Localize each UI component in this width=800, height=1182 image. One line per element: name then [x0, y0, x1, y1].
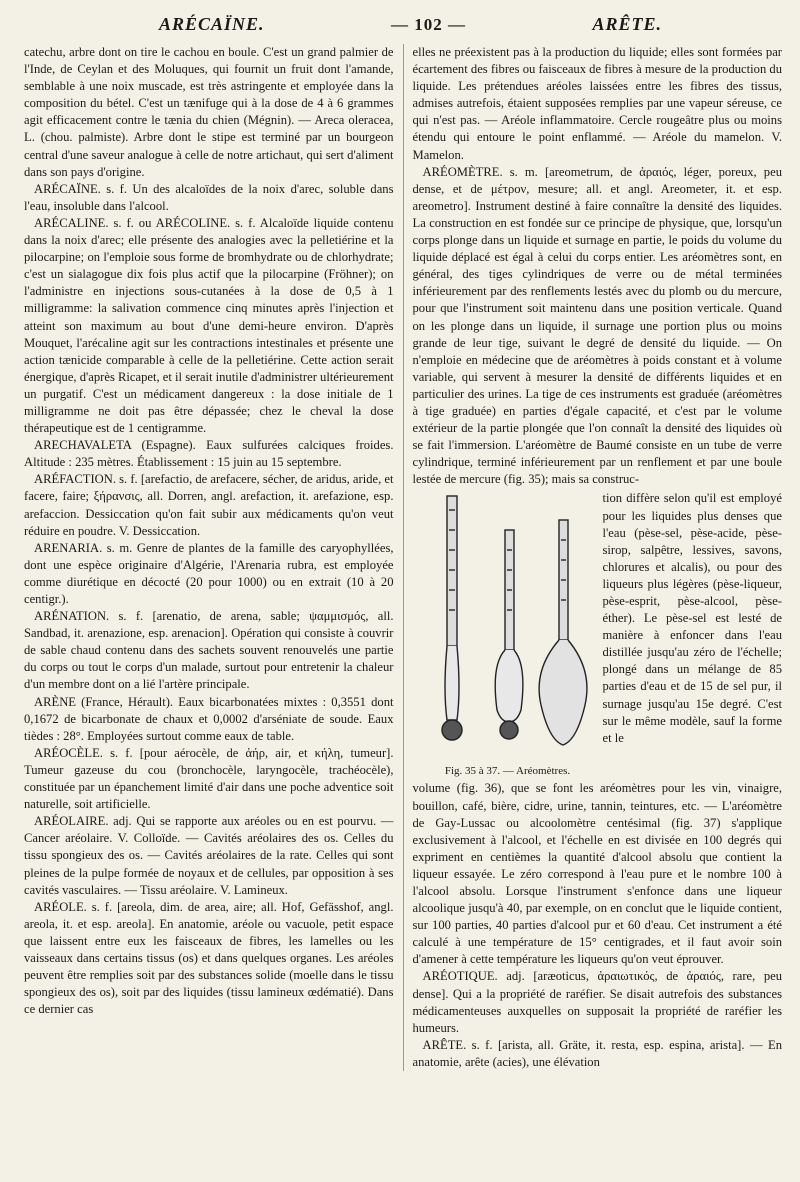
entry-arecaine: ARÉCAÏNE. s. f. Un des alcaloïdes de la noix d'arec, soluble dans l'eau, insoluble dans l'alcool.: [24, 181, 394, 213]
entry-areocele: ARÉOCÈLE. s. f. [pour aérocèle, de ἀήρ, air, et κήλη, tumeur]. Tumeur gazeuse du cou (bronchocèle, laryngocèle, trachéocèle), constituée par un épanchement limité d'air dans une poche adventice soit naturelle, soit artificielle.: [24, 745, 394, 812]
figure-block: [413, 490, 783, 780]
entry-areca-continued: catechu, arbre dont on tire le cachou en boule. C'est un grand palmier de l'Inde, de Ceylan et des Moluques, qui fournit un fruit dont l'amande, semblable à une noix muscade, est très astringente et employée dans la composition du bétel. C'est un tænifuge qui à la dose de 4 à 6 grammes agit efficacement contre le tænia du chien (Mégnin). — Areca oleracea, L. (chou. palmiste). Arbre dont le stipe est terminé par un bourgeon central d'une saveur analogue à celle de notre artichaut, qui sert d'aliment dans son pays d'origine.: [24, 45, 394, 179]
entry-areolaire: ARÉOLAIRE. adj. Qui se rapporte aux aréoles ou en est pourvu. — Cancer aréolaire. V. Colloïde. — Cavités aréolaires des os. Celles du tissu spongieux des os. — Cavités aréolaires de la rate. Celles qui sont pleines de la pulpe formée de noyaux et de cellules, par opposition à ses cavités vasculaires. — Tissu aréolaire. V. Lamineux.: [24, 814, 394, 897]
areometer-fig-37: [539, 520, 587, 745]
entry-arefaction: ARÉFACTION. s. f. [arefactio, de arefacere, sécher, de aridus, aride, et facere, faire; ξήρανσις, all. Dorren, angl. arefaction, it. arefazione, esp. arefaccion. Dessiccation qu'on fait subir aux médicaments qu'on veut réduire en poudre. V. Dessiccation.: [24, 472, 394, 538]
header-left-word: ARÉCAÏNE.: [159, 14, 265, 34]
entry-areole-continued: elles ne préexistent pas à la production du liquide; elles sont formées par écartement des fibres ou faisceaux de fibres à mesure de la production du liquide. Les prétendues aréoles laissées entre les fibres des tissus, admises autrefois, étaient supposées remplies par une vapeur séreuse, ce qui n'est pas. — Aréole inflammatoire. Cercle rougeâtre plus ou moins étendu qui entoure le point enflammé. — Aréole du mamelon. V. Mamelon.: [412, 45, 782, 162]
areometer-fig-35: [442, 496, 462, 740]
entry-areole: ARÉOLE. s. f. [areola, dim. de area, aire; all. Hof, Gefässhof, angl. areola, it. et esp. areola]. En anatomie, aréole ou vacuole, petit espace que laissent entre eux les faisceaux de fibres, les lamelles ou les vaisseaux dans certains tissus (os) et dans quelques organes. Les aréoles peuvent être remplies soit par des substances solide (moelle dans le tissu spongieux des os), soit par des liquides (tissu lamineux œdématié). Dans ce dernier cas: [24, 899, 394, 1017]
entry-areometre-continued: volume (fig. 36), que se font les aréomètres pour les vin, vinaigre, bouillon, café, bière, cidre, urine, tannin, teintures, etc. — L'aréomètre de Gay-Lussac ou alcoolomètre centésimal (fig. 37) s'applique exclusivement à l'alcool, et l'échelle en est divisée en 100 degrés qui expriment en centièmes la quantité d'alcool absolu que contient la liqueur essayée. Le zéro correspond à l'eau pure et le nombre 100 à l'alcool absolu. Lorsque l'instrument s'enfonce dans une liqueur alcoolique jusqu'à 40, par exemple, on en conclut que le liquide contient, sur 100 parties, 40 parties d'alcool pur et 60 d'eau. Cet instrument a été calculé à une température de 15° centigrades, et il faut avoir soin d'amener à cette température les liqueurs qu'on veut éprouver.: [412, 781, 782, 967]
entry-arenation: ARÉNATION. s. f. [arenatio, de arena, sable; ψαμμισμός, all. Sandbad, it. arenazione, esp. arenacion]. Opération qui consiste à couvrir de sable chaud contenu dans des sachets souvent renouvelés une partie du corps ou tout le corps d'un malade, surtout pour entretenir la chaleur d'un membre dont on a lié l'artère principale.: [24, 609, 394, 692]
entry-areotique: ARÉOTIQUE. adj. [aræoticus, ἀραιωτικός, de ἀραιός, rare, peu dense]. Qui a la propriété de raréfier. Se disait autrefois des substances médicamenteuses auxquelles on supposait la propriété de raréfier les humeurs.: [412, 969, 782, 1035]
entry-areometre: ARÉOMÈTRE. s. m. [areometrum, de ἀραιός, léger, poreux, peu dense, et de μέτρον, mesure; all. et angl. Areometer, it. et esp. areometro]. Instrument destiné à faire connaître la densité des liquides. La construction en est fondée sur ce principe de physique, que, lorsqu'un corps plonge dans un liquide et surnage en partie, le poids du volume du liquide déplacé est égal à celui du corps entier. Les aréomètres sont, en général, des tiges cylindriques de verre ou de métal terminées inférieurement par des renflements lestés avec du plomb ou du mercure, pour que l'instrument soit maintenu dans une position verticale. Quand on les plonge dans un liquide, il surnage une portion plus ou moins grande de leur tige, suivant le degré de densité du liquide. — On n'emploie en médecine que de aréomètres à poids constant et à volume variable, qui servent à mesurer la densité de différents liquides et en particulier des urines. La tige de ces instruments est graduée (aréomètres à tige graduée) en parties d'égale capacité, et c'est par le volume extérieur de la partie plongée que l'on connaît la densité des liquides où se fait l'immersion. L'aréomètre de Baumé consiste en un tube de verre cylindrique, terminé inférieurement par un renflement et par une boule lestée de mercure (fig. 35); mais sa construc-: [412, 164, 782, 487]
running-head: [24, 14, 782, 44]
entry-arenaria: ARENARIA. s. m. Genre de plantes de la famille des caryophyllées, dont une espèce originaire d'Algérie, l'Arenaria rubra, est employée comme diurétique en décocté (20 pour 1000) ou en extrait (10 à 20 centigr.).: [24, 540, 394, 606]
entry-arene: ARÈNE (France, Hérault). Eaux bicarbonatées mixtes : 0,3551 dont 0,1672 de bicarbonate de chaux et 0,0002 d'arséniate de soude. Eaux tièdes : 28°. Employées surtout comme eaux de table.: [24, 694, 394, 743]
entry-arecaline: ARÉCALINE. s. f. ou ARÉCOLINE. s. f. Alcaloïde liquide contenu dans la noix d'arec; elle présente des analogies avec la pelletiérine et la pilocarpine; on l'emploie sous forme de bromhydrate ou de chlorhydrate; c'est un sialagogue dix fois plus actif que la pilocarpine (Fröhner); on l'administre en injections sous-cutanées à la dose de 0,5 à 1 milligramme: la salivation commence cinq minutes après l'injection et atteint son maximum au bout d'une demi-heure environ. D'après Mouquet, l'arécaline agit sur les contractions intestinales et présente une action tænicide comparable à celle de la pelletiérine. Cette action serait énergique, d'après Ricapet, et il serait inutile d'administrer ultérieurement un purgatif. C'est un médicament dangereux : la dose initiale de 1 milligramme ne doit pas être dépassée; chez le cheval la dose thérapeutique est de 1 centigramme.: [24, 215, 394, 436]
areometer-fig-36: [495, 530, 523, 739]
header-right-word: ARÊTE.: [592, 14, 662, 34]
page-number: — 102 —: [391, 15, 466, 34]
entry-arechavaleta: ARECHAVALETA (Espagne). Eaux sulfurées calciques froides. Altitude : 235 mètres. Établissement : 15 juin au 15 septembre.: [24, 438, 394, 470]
two-column-body: [24, 44, 782, 1071]
right-column: [404, 44, 783, 1071]
areometer-figure: [413, 490, 603, 780]
left-column: [24, 44, 404, 1071]
figure-caption: Fig. 35 à 37. — Aréomètres.: [444, 765, 571, 778]
entry-arete: ARÊTE. s. f. [arista, all. Gräte, it. resta, esp. espina, arista]. — En anatomie, arête (acies), une élévation: [412, 1037, 782, 1069]
text-beside-figure: tion diffère selon qu'il est employé pour les liquides plus denses que l'eau (pèse-sel, pèse-acide, pèse-sirop, salpêtre, lessives, savons, chlorures et alcalis), ou pour des liqueurs plus légères (pèse-liqueur, pèse-esprit, pèse-alcool, pèse-éther). Le pèse-sel est lesté de manière à enfoncer dans l'eau distillée jusqu'au zéro de l'échelle; plongé dans un mélange de 85 parties d'eau et de 15 de sel pur, il surnage jusqu'au 15e degré. C'est sur le même modèle, sauf la forme et le: [602, 491, 782, 745]
areometer-illustration: [413, 490, 603, 760]
